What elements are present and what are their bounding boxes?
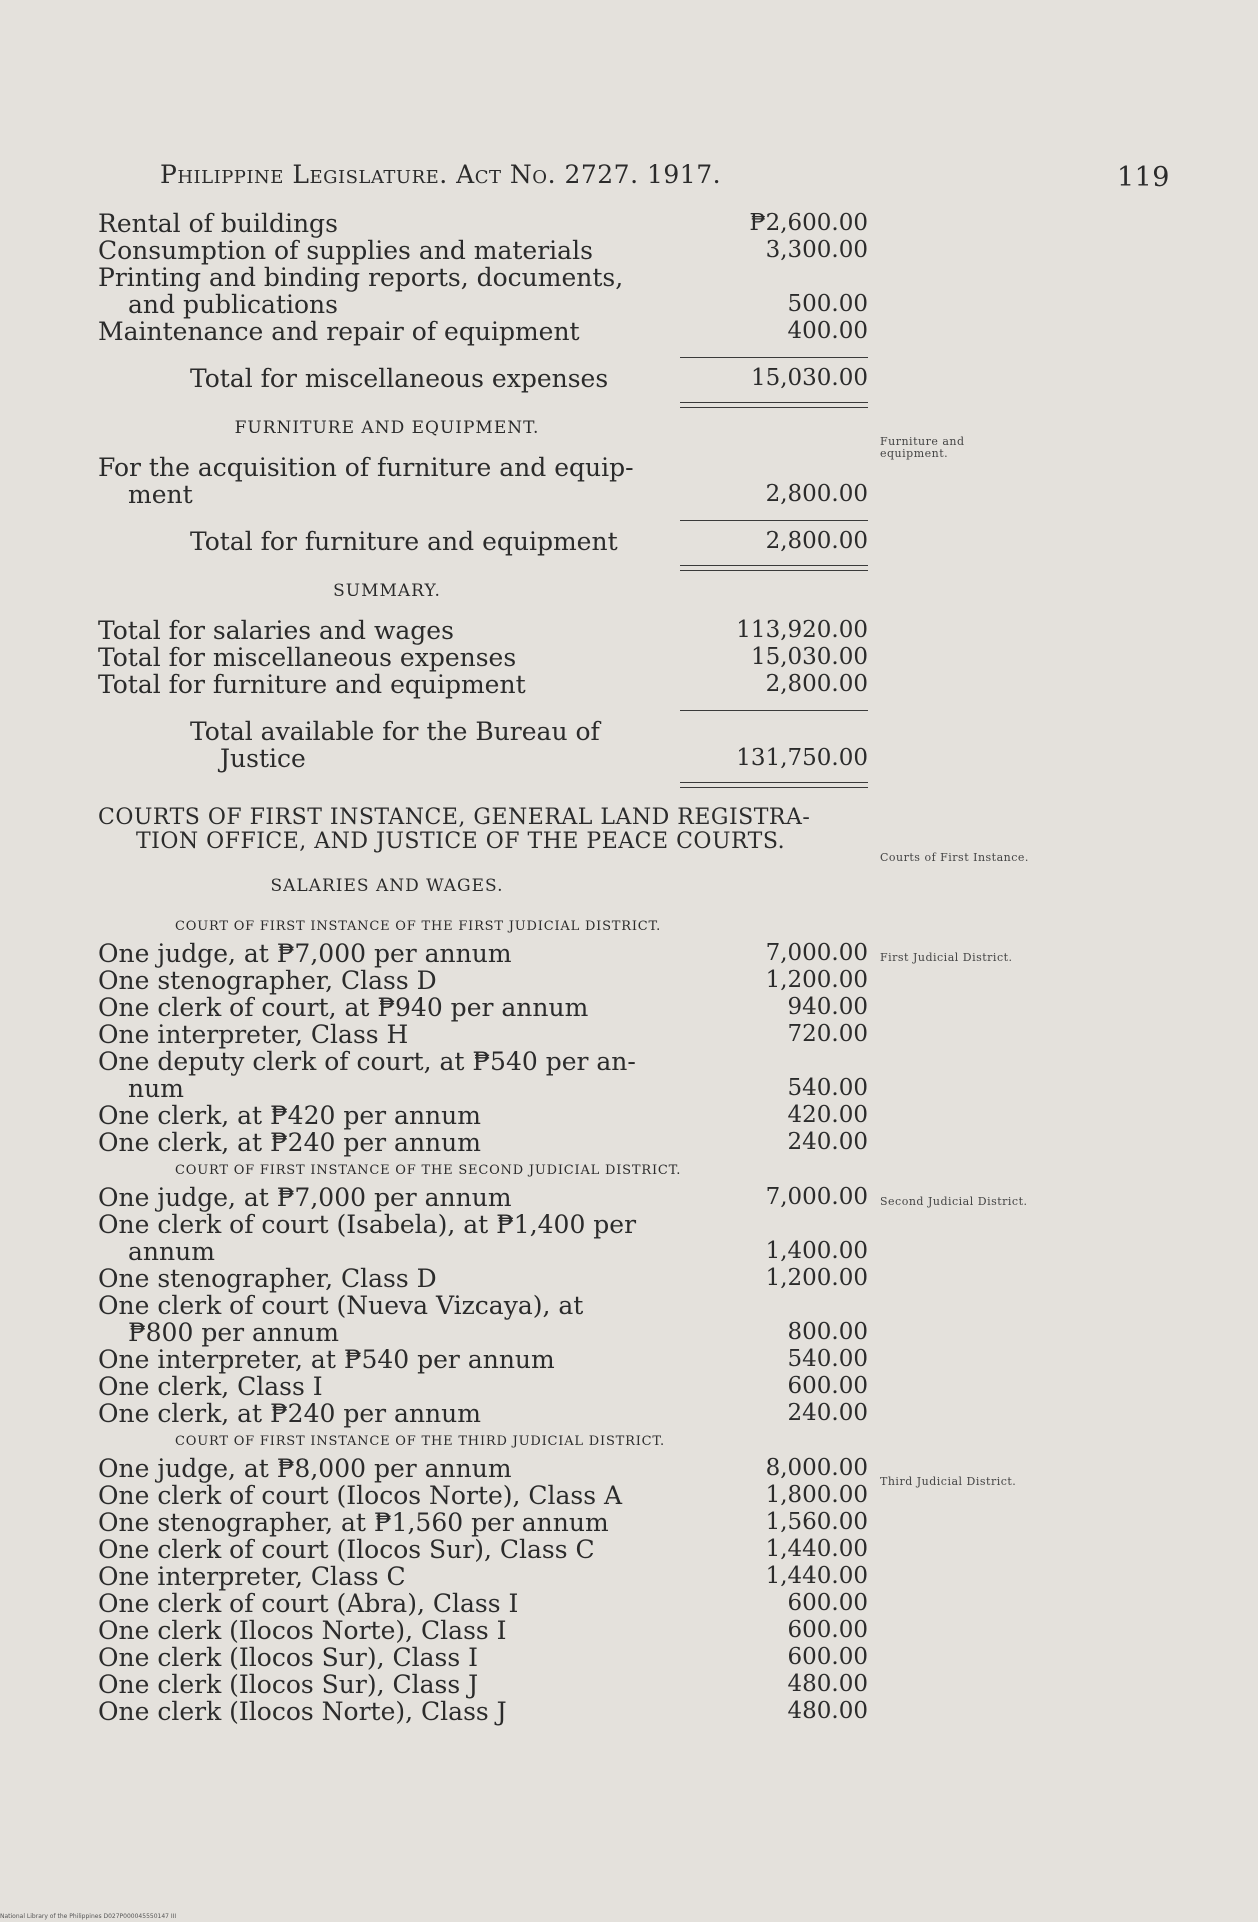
item-label: One judge, at ₱7,000 per annum [98,1183,512,1212]
summary-row [98,644,868,671]
line-item [98,967,868,994]
item-label-continued: ment [128,480,193,509]
section-heading: SUMMARY. [333,581,441,601]
item-amount: 940.00 [787,994,868,1020]
item-amount: 540.00 [787,1075,868,1101]
item-label: Total for salaries and wages [98,616,454,645]
total-amount: 2,800.00 [765,528,868,554]
item-label: One clerk (Ilocos Sur), Class J [98,1670,479,1699]
item-label: One clerk (Ilocos Norte), Class I [98,1616,507,1645]
section-heading: SALARIES AND WAGES. [270,876,504,896]
item-label: One interpreter, Class H [98,1020,409,1049]
total-amount: 131,750.00 [736,745,868,771]
line-item [98,1698,868,1725]
item-label: One deputy clerk of court, at ₱540 per an- [98,1047,636,1076]
line-item [98,1400,868,1427]
item-label: One clerk of court (Ilocos Norte), Class A [98,1481,623,1510]
item-label: One clerk of court (Abra), Class I [98,1589,519,1618]
item-amount: 1,400.00 [765,1238,868,1264]
district-heading: COURT OF FIRST INSTANCE OF THE FIRST JUDICIAL DISTRICT. [175,919,662,934]
double-rule [98,776,868,794]
line-item [98,1536,868,1563]
item-amount: 1,440.00 [765,1536,868,1562]
margin-note: Third Judicial District. [880,1475,1017,1488]
item-amount: 800.00 [787,1319,868,1345]
line-item [98,940,868,967]
line-item [98,1021,868,1048]
line-item [98,1292,868,1346]
item-amount: 7,000.00 [765,940,868,966]
item-label-continued: annum [128,1237,215,1266]
line-item [98,1671,868,1698]
item-label: One clerk, at ₱240 per annum [98,1128,481,1157]
rule [98,351,868,365]
item-label-continued: ₱800 per annum [128,1318,339,1347]
margin-note: Courts of First Instance. [880,851,1029,864]
item-label: One clerk of court (Isabela), at ₱1,400 per [98,1210,637,1239]
item-label: One clerk of court, at ₱940 per annum [98,993,589,1022]
item-amount: 600.00 [787,1590,868,1616]
item-amount: 600.00 [787,1617,868,1643]
header-title: Philippine Legislature. Act No. 2727. 1917. [160,160,722,189]
item-amount: 1,800.00 [765,1482,868,1508]
line-item [98,1129,868,1156]
margin-note: Furniture and equipment. [880,435,965,460]
line-item [98,454,868,508]
margin-note: First Judicial District. [880,951,1013,964]
line-item [98,318,868,345]
summary-row [98,617,868,644]
item-amount: 2,800.00 [765,481,868,507]
item-amount: 540.00 [787,1346,868,1372]
line-item [98,1184,868,1211]
item-label: One clerk, at ₱240 per annum [98,1399,481,1428]
item-amount: 480.00 [787,1671,868,1697]
item-label: Rental of buildings [98,209,338,238]
line-item [98,237,868,264]
courts-heading [98,806,868,860]
line-item [98,1373,868,1400]
item-label: One interpreter, at ₱540 per annum [98,1345,555,1374]
item-label: Total for furniture and equipment [98,670,526,699]
running-header [160,160,1180,200]
courts-heading-line2: TION OFFICE, AND JUSTICE OF THE PEACE COURTS. [136,829,786,854]
item-amount: 1,560.00 [765,1509,868,1535]
line-item [98,1455,868,1482]
total-row [98,365,868,392]
total-label: Total for miscellaneous expenses [190,364,609,393]
total-label-continued: Justice [220,744,306,773]
item-amount: 240.00 [787,1400,868,1426]
summary-row [98,671,868,698]
item-label: Maintenance and repair of equipment [98,317,580,346]
item-label-continued: and publications [128,290,338,319]
line-item [98,1265,868,1292]
item-label: One judge, at ₱8,000 per annum [98,1454,512,1483]
total-label: Total available for the Bureau of [190,717,600,746]
item-amount: 500.00 [787,291,868,317]
total-row [98,528,868,555]
item-amount: 15,030.00 [750,644,868,670]
item-amount: 1,200.00 [765,1265,868,1291]
line-item [98,1644,868,1671]
item-label: Total for miscellaneous expenses [98,643,517,672]
item-label: Consumption of supplies and materials [98,236,593,265]
courts-heading-line1: COURTS OF FIRST INSTANCE, GENERAL LAND REGISTRA- [98,805,811,830]
district-heading: COURT OF FIRST INSTANCE OF THE THIRD JUDICIAL DISTRICT. [175,1434,665,1449]
item-label: For the acquisition of furniture and equip- [98,453,634,482]
page-number: 119 [1116,162,1170,193]
item-label: One clerk of court (Ilocos Sur), Class C [98,1535,595,1564]
item-label: One clerk of court (Nueva Vizcaya), at [98,1291,584,1320]
line-item [98,994,868,1021]
item-amount: 113,920.00 [736,617,868,643]
total-amount: 15,030.00 [750,365,868,391]
line-item [98,1509,868,1536]
total-row [98,718,868,772]
item-amount: 420.00 [787,1102,868,1128]
item-amount: 2,800.00 [765,671,868,697]
item-amount: 3,300.00 [765,237,868,263]
total-label: Total for furniture and equipment [190,527,618,556]
item-amount: ₱2,600.00 [749,210,868,236]
item-label: One interpreter, Class C [98,1562,406,1591]
item-label: One clerk, Class I [98,1372,323,1401]
item-label: One stenographer, Class D [98,1264,437,1293]
item-label: One stenographer, Class D [98,966,437,995]
item-amount: 400.00 [787,318,868,344]
item-label: One clerk, at ₱420 per annum [98,1101,481,1130]
page-content [98,210,868,1725]
line-item [98,1102,868,1129]
line-item [98,210,868,237]
section-heading: FURNITURE AND EQUIPMENT. [234,418,540,438]
line-item [98,1048,868,1102]
item-label: One stenographer, at ₱1,560 per annum [98,1508,609,1537]
item-amount: 600.00 [787,1644,868,1670]
item-amount: 7,000.00 [765,1184,868,1210]
scan-footer: National Library of the Philippines D027P000045550147 III [0,1913,177,1920]
item-amount: 1,440.00 [765,1563,868,1589]
line-item [98,1590,868,1617]
item-amount: 8,000.00 [765,1455,868,1481]
double-rule [98,396,868,414]
item-label: One clerk (Ilocos Norte), Class J [98,1697,507,1726]
rule [98,704,868,718]
line-item [98,1346,868,1373]
line-item [98,1563,868,1590]
item-amount: 600.00 [787,1373,868,1399]
line-item [98,264,868,318]
line-item [98,1482,868,1509]
item-amount: 240.00 [787,1129,868,1155]
margin-note: Second Judicial District. [880,1195,1028,1208]
item-amount: 1,200.00 [765,967,868,993]
rule [98,514,868,528]
item-label-continued: num [128,1074,184,1103]
item-amount: 720.00 [787,1021,868,1047]
item-label: Printing and binding reports, documents, [98,263,624,292]
double-rule [98,559,868,577]
item-amount: 480.00 [787,1698,868,1724]
district-heading: COURT OF FIRST INSTANCE OF THE SECOND JUDICIAL DISTRICT. [175,1163,682,1178]
line-item [98,1211,868,1265]
item-label: One judge, at ₱7,000 per annum [98,939,512,968]
item-label: One clerk (Ilocos Sur), Class I [98,1643,479,1672]
line-item [98,1617,868,1644]
